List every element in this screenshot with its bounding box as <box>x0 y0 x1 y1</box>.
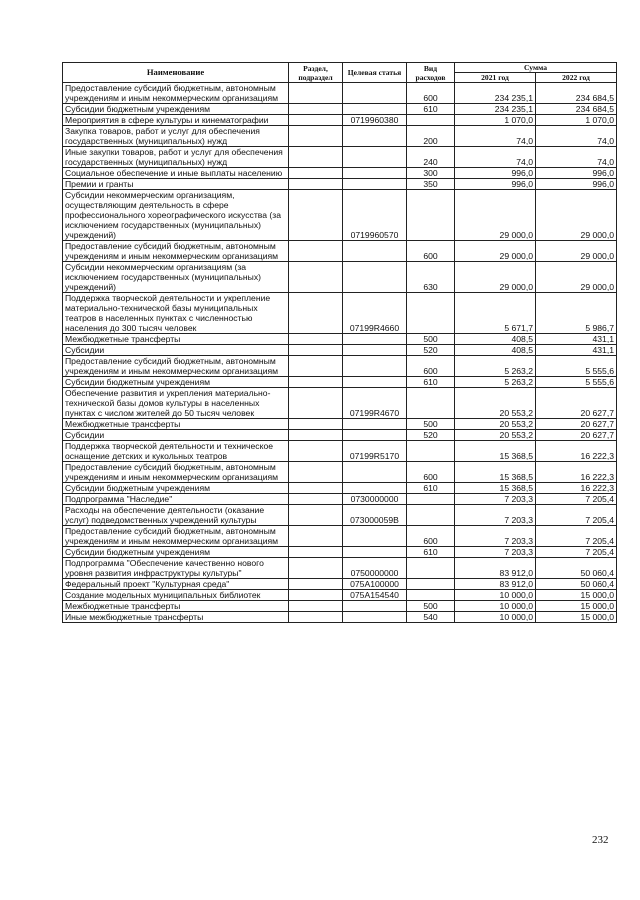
cell-vid: 600 <box>407 83 455 104</box>
cell-name: Предоставление субсидий бюджетным, автономным учреждениям и иным некоммерческим организациям <box>63 241 289 262</box>
cell-vid: 610 <box>407 377 455 388</box>
cell-sum-2022: 74,0 <box>536 147 617 168</box>
table-row <box>63 126 617 147</box>
cell-celevaya <box>343 462 407 483</box>
cell-sum-2022: 16 222,3 <box>536 483 617 494</box>
cell-name: Премии и гранты <box>63 179 289 190</box>
cell-vid <box>407 579 455 590</box>
cell-sum-2021: 15 368,5 <box>455 441 536 462</box>
cell-sum-2022: 50 060,4 <box>536 579 617 590</box>
cell-vid: 200 <box>407 126 455 147</box>
header-vid: Вид расходов <box>407 63 455 83</box>
cell-name: Расходы на обеспечение деятельности (оказание услуг) подведомственных учреждений культуры <box>63 505 289 526</box>
cell-celevaya: 073000059В <box>343 505 407 526</box>
header-summa: Сумма <box>455 63 617 73</box>
table-row <box>63 590 617 601</box>
cell-sum-2021: 408,5 <box>455 345 536 356</box>
cell-name: Социальное обеспечение и иные выплаты населению <box>63 168 289 179</box>
header-celevaya: Целевая статья <box>343 63 407 83</box>
cell-celevaya: 075A154540 <box>343 590 407 601</box>
cell-celevaya <box>343 126 407 147</box>
cell-vid: 600 <box>407 241 455 262</box>
cell-celevaya <box>343 83 407 104</box>
cell-razdel <box>289 419 343 430</box>
budget-table-sheet <box>62 62 616 623</box>
cell-razdel <box>289 494 343 505</box>
cell-razdel <box>289 190 343 241</box>
table-row <box>63 612 617 623</box>
cell-celevaya: 075A100000 <box>343 579 407 590</box>
cell-razdel <box>289 126 343 147</box>
table-row <box>63 579 617 590</box>
table-row <box>63 293 617 334</box>
cell-vid: 240 <box>407 147 455 168</box>
cell-name: Подпрограмма "Обеспечение качественно нового уровня развития инфраструктуры культуры" <box>63 558 289 579</box>
table-row <box>63 345 617 356</box>
cell-name: Субсидии некоммерческим организациям (за исключением государственных (муниципальных) учреждений) <box>63 262 289 293</box>
table-row <box>63 526 617 547</box>
table-row <box>63 601 617 612</box>
cell-name: Предоставление субсидий бюджетным, автономным учреждениям и иным некоммерческим организациям <box>63 356 289 377</box>
cell-celevaya <box>343 430 407 441</box>
cell-sum-2022: 1 070,0 <box>536 115 617 126</box>
cell-sum-2022: 20 627,7 <box>536 419 617 430</box>
cell-celevaya <box>343 547 407 558</box>
cell-vid: 350 <box>407 179 455 190</box>
cell-sum-2021: 74,0 <box>455 126 536 147</box>
cell-sum-2021: 996,0 <box>455 179 536 190</box>
cell-sum-2021: 408,5 <box>455 334 536 345</box>
cell-celevaya <box>343 526 407 547</box>
cell-sum-2022: 7 205,4 <box>536 494 617 505</box>
cell-sum-2022: 16 222,3 <box>536 441 617 462</box>
cell-name: Предоставление субсидий бюджетным, автономным учреждениям и иным некоммерческим организациям <box>63 83 289 104</box>
table-row <box>63 441 617 462</box>
cell-razdel <box>289 483 343 494</box>
cell-razdel <box>289 505 343 526</box>
cell-vid: 600 <box>407 462 455 483</box>
cell-razdel <box>289 356 343 377</box>
table-row <box>63 115 617 126</box>
table-row <box>63 505 617 526</box>
cell-sum-2021: 20 553,2 <box>455 388 536 419</box>
cell-sum-2021: 83 912,0 <box>455 579 536 590</box>
cell-name: Межбюджетные трансферты <box>63 601 289 612</box>
cell-sum-2022: 16 222,3 <box>536 462 617 483</box>
cell-razdel <box>289 388 343 419</box>
cell-razdel <box>289 262 343 293</box>
cell-razdel <box>289 547 343 558</box>
cell-sum-2021: 74,0 <box>455 147 536 168</box>
cell-razdel <box>289 179 343 190</box>
page-number: 232 <box>592 834 609 846</box>
cell-celevaya <box>343 147 407 168</box>
cell-name: Межбюджетные трансферты <box>63 334 289 345</box>
cell-sum-2021: 83 912,0 <box>455 558 536 579</box>
cell-razdel <box>289 168 343 179</box>
cell-sum-2022: 7 205,4 <box>536 547 617 558</box>
cell-sum-2021: 7 203,3 <box>455 547 536 558</box>
cell-name: Подпрограмма "Наследие" <box>63 494 289 505</box>
cell-name: Поддержка творческой деятельности и укрепление материально-технической базы муниципальных театров в населенных пунктах с численностью населения до 300 тысяч человек <box>63 293 289 334</box>
cell-name: Субсидии бюджетным учреждениям <box>63 104 289 115</box>
cell-sum-2022: 5 986,7 <box>536 293 617 334</box>
cell-name: Иные межбюджетные трансферты <box>63 612 289 623</box>
table-row <box>63 419 617 430</box>
cell-vid: 600 <box>407 526 455 547</box>
cell-vid: 500 <box>407 334 455 345</box>
cell-razdel <box>289 345 343 356</box>
header-year-2022: 2022 год <box>536 73 617 83</box>
cell-name: Межбюджетные трансферты <box>63 419 289 430</box>
cell-celevaya <box>343 334 407 345</box>
cell-sum-2021: 5 263,2 <box>455 356 536 377</box>
cell-vid <box>407 115 455 126</box>
cell-sum-2022: 431,1 <box>536 334 617 345</box>
cell-name: Обеспечение развития и укрепления материально-технической базы домов культуры в населенных пунктах с числом жителей до 50 тысяч человек <box>63 388 289 419</box>
cell-name: Субсидии некоммерческим организациям, осуществляющим деятельность в сфере профессионального хореографического искусства (за исключением государственных (муниципальных) учреждений) <box>63 190 289 241</box>
table-row <box>63 430 617 441</box>
cell-sum-2021: 10 000,0 <box>455 601 536 612</box>
header-year-2021: 2021 год <box>455 73 536 83</box>
table-row <box>63 377 617 388</box>
cell-name: Субсидии бюджетным учреждениям <box>63 377 289 388</box>
cell-vid: 610 <box>407 547 455 558</box>
cell-vid <box>407 494 455 505</box>
cell-vid: 500 <box>407 419 455 430</box>
cell-vid: 500 <box>407 601 455 612</box>
table-row <box>63 190 617 241</box>
cell-sum-2022: 29 000,0 <box>536 262 617 293</box>
cell-razdel <box>289 377 343 388</box>
table-row <box>63 83 617 104</box>
cell-vid: 520 <box>407 430 455 441</box>
cell-sum-2021: 15 368,5 <box>455 462 536 483</box>
cell-celevaya <box>343 419 407 430</box>
cell-name: Поддержка творческой деятельности и техническое оснащение детских и кукольных театров <box>63 441 289 462</box>
cell-razdel <box>289 612 343 623</box>
cell-sum-2021: 29 000,0 <box>455 190 536 241</box>
cell-sum-2022: 15 000,0 <box>536 590 617 601</box>
cell-sum-2022: 5 555,6 <box>536 377 617 388</box>
table-row <box>63 558 617 579</box>
cell-sum-2022: 7 205,4 <box>536 526 617 547</box>
cell-razdel <box>289 462 343 483</box>
cell-sum-2022: 234 684,5 <box>536 104 617 115</box>
cell-celevaya <box>343 345 407 356</box>
cell-name: Субсидии бюджетным учреждениям <box>63 547 289 558</box>
cell-razdel <box>289 601 343 612</box>
header-name: Наименование <box>63 63 289 83</box>
cell-razdel <box>289 441 343 462</box>
cell-sum-2021: 234 235,1 <box>455 104 536 115</box>
cell-sum-2022: 234 684,5 <box>536 83 617 104</box>
cell-celevaya: 07199R5170 <box>343 441 407 462</box>
cell-name: Предоставление субсидий бюджетным, автономным учреждениям и иным некоммерческим организациям <box>63 526 289 547</box>
cell-razdel <box>289 241 343 262</box>
cell-sum-2022: 50 060,4 <box>536 558 617 579</box>
cell-vid <box>407 505 455 526</box>
cell-sum-2021: 29 000,0 <box>455 262 536 293</box>
table-row <box>63 483 617 494</box>
cell-vid: 630 <box>407 262 455 293</box>
cell-vid: 610 <box>407 104 455 115</box>
cell-razdel <box>289 293 343 334</box>
cell-sum-2021: 10 000,0 <box>455 590 536 601</box>
cell-name: Создание модельных муниципальных библиотек <box>63 590 289 601</box>
cell-sum-2022: 431,1 <box>536 345 617 356</box>
cell-vid: 600 <box>407 356 455 377</box>
table-row <box>63 104 617 115</box>
cell-sum-2021: 7 203,3 <box>455 505 536 526</box>
cell-razdel <box>289 558 343 579</box>
cell-celevaya <box>343 104 407 115</box>
header-razdel: Раздел, подраздел <box>289 63 343 83</box>
cell-razdel <box>289 334 343 345</box>
cell-name: Мероприятия в сфере культуры и кинематографии <box>63 115 289 126</box>
table-row <box>63 262 617 293</box>
cell-sum-2021: 5 671,7 <box>455 293 536 334</box>
cell-vid <box>407 190 455 241</box>
cell-razdel <box>289 147 343 168</box>
cell-celevaya <box>343 241 407 262</box>
cell-sum-2022: 5 555,6 <box>536 356 617 377</box>
cell-vid <box>407 441 455 462</box>
cell-vid: 540 <box>407 612 455 623</box>
cell-celevaya: 0750000000 <box>343 558 407 579</box>
cell-sum-2021: 1 070,0 <box>455 115 536 126</box>
cell-sum-2022: 7 205,4 <box>536 505 617 526</box>
cell-celevaya <box>343 612 407 623</box>
table-row <box>63 356 617 377</box>
cell-sum-2022: 15 000,0 <box>536 612 617 623</box>
table-row <box>63 168 617 179</box>
cell-sum-2021: 20 553,2 <box>455 419 536 430</box>
cell-razdel <box>289 430 343 441</box>
cell-name: Субсидии <box>63 430 289 441</box>
cell-razdel <box>289 83 343 104</box>
cell-celevaya <box>343 601 407 612</box>
cell-razdel <box>289 104 343 115</box>
cell-razdel <box>289 590 343 601</box>
cell-razdel <box>289 115 343 126</box>
table-row <box>63 334 617 345</box>
cell-sum-2021: 29 000,0 <box>455 241 536 262</box>
cell-sum-2022: 996,0 <box>536 168 617 179</box>
table-row <box>63 547 617 558</box>
cell-vid: 520 <box>407 345 455 356</box>
table-body <box>63 83 617 623</box>
table-row <box>63 241 617 262</box>
cell-sum-2022: 29 000,0 <box>536 241 617 262</box>
cell-celevaya: 07199R4670 <box>343 388 407 419</box>
cell-vid <box>407 590 455 601</box>
cell-name: Субсидии <box>63 345 289 356</box>
cell-sum-2021: 20 553,2 <box>455 430 536 441</box>
cell-name: Субсидии бюджетным учреждениям <box>63 483 289 494</box>
cell-name: Иные закупки товаров, работ и услуг для обеспечения государственных (муниципальных) нужд <box>63 147 289 168</box>
cell-celevaya <box>343 483 407 494</box>
cell-vid <box>407 558 455 579</box>
cell-sum-2021: 234 235,1 <box>455 83 536 104</box>
cell-celevaya: 0719960570 <box>343 190 407 241</box>
cell-razdel <box>289 526 343 547</box>
cell-sum-2021: 7 203,3 <box>455 526 536 547</box>
cell-sum-2022: 20 627,7 <box>536 388 617 419</box>
cell-sum-2022: 74,0 <box>536 126 617 147</box>
cell-vid: 300 <box>407 168 455 179</box>
budget-table <box>62 62 617 623</box>
cell-vid: 610 <box>407 483 455 494</box>
cell-celevaya <box>343 168 407 179</box>
cell-razdel <box>289 579 343 590</box>
cell-sum-2021: 10 000,0 <box>455 612 536 623</box>
cell-sum-2021: 5 263,2 <box>455 377 536 388</box>
cell-celevaya: 0719960380 <box>343 115 407 126</box>
cell-celevaya <box>343 356 407 377</box>
table-row <box>63 179 617 190</box>
cell-sum-2022: 20 627,7 <box>536 430 617 441</box>
table-row <box>63 388 617 419</box>
cell-vid <box>407 293 455 334</box>
cell-name: Федеральный проект "Культурная среда" <box>63 579 289 590</box>
cell-vid <box>407 388 455 419</box>
cell-sum-2021: 7 203,3 <box>455 494 536 505</box>
table-row <box>63 147 617 168</box>
cell-sum-2021: 15 368,5 <box>455 483 536 494</box>
cell-celevaya <box>343 377 407 388</box>
cell-sum-2022: 996,0 <box>536 179 617 190</box>
table-row <box>63 494 617 505</box>
cell-name: Предоставление субсидий бюджетным, автономным учреждениям и иным некоммерческим организациям <box>63 462 289 483</box>
cell-sum-2022: 29 000,0 <box>536 190 617 241</box>
cell-sum-2022: 15 000,0 <box>536 601 617 612</box>
cell-celevaya: 0730000000 <box>343 494 407 505</box>
cell-celevaya <box>343 179 407 190</box>
table-row <box>63 462 617 483</box>
cell-name: Закупка товаров, работ и услуг для обеспечения государственных (муниципальных) нужд <box>63 126 289 147</box>
cell-celevaya <box>343 262 407 293</box>
cell-celevaya: 07199R4660 <box>343 293 407 334</box>
cell-sum-2021: 996,0 <box>455 168 536 179</box>
